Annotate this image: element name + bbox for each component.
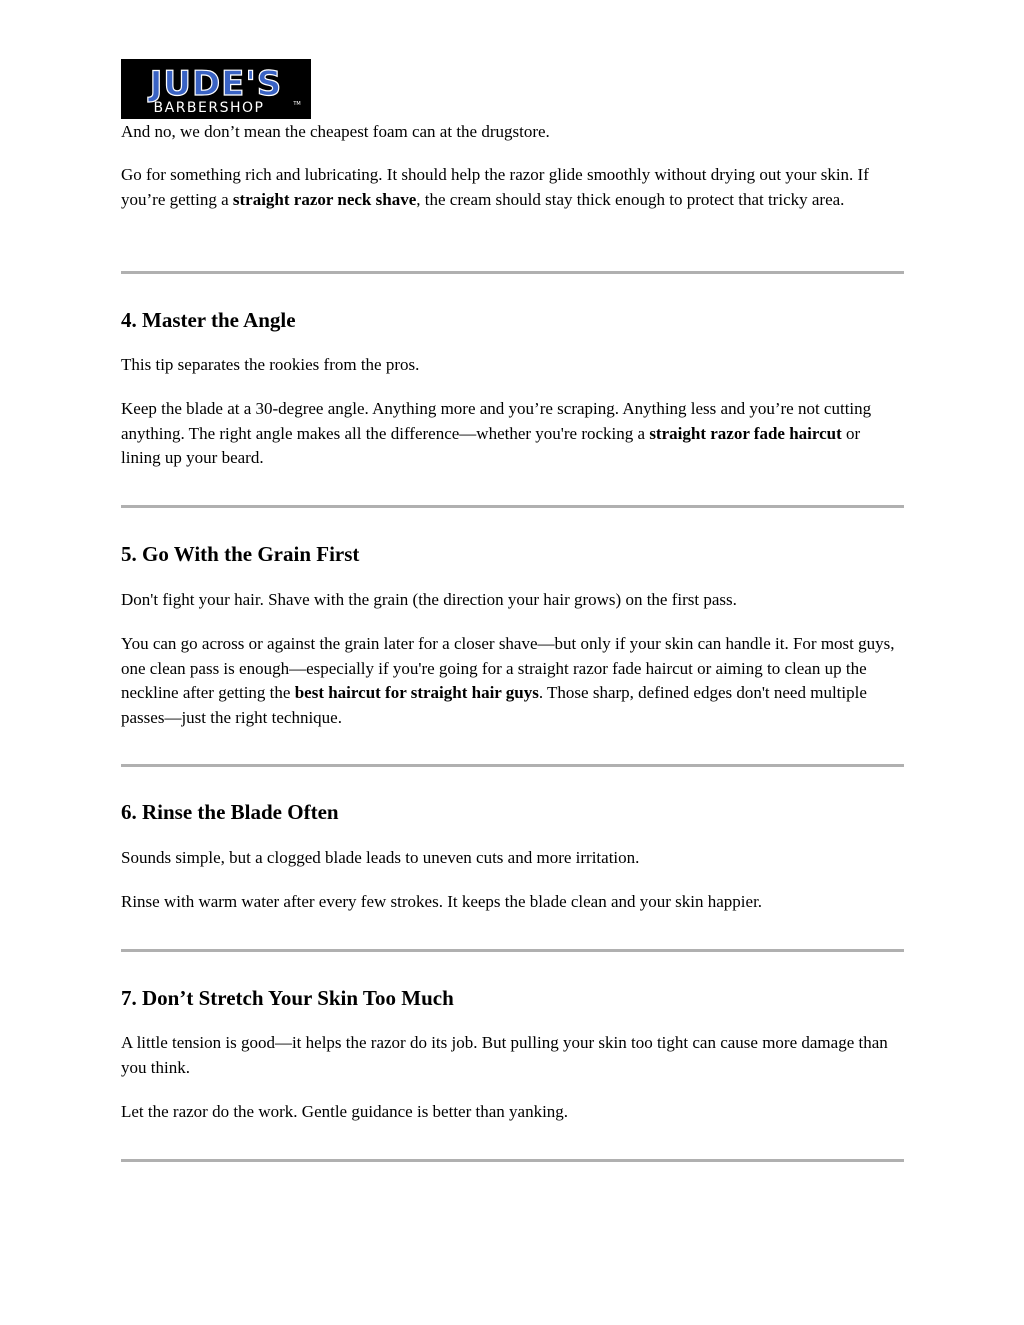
section-text-end: or lining up your beard. (121, 423, 861, 467)
section-paragraph: Don't fight your hair. Shave with the grain (the direction your hair grows) on the first pass. (121, 590, 737, 609)
logo-subtitle: BARBERSHOP (153, 100, 265, 116)
section-7-paragraph-2-block (121, 1100, 904, 1125)
section-bold-link-text: best haircut for straight hair guys (294, 683, 539, 702)
section-heading: 7. Don’t Stretch Your Skin Too Much (121, 986, 454, 1010)
section-7-paragraph-1-block (121, 1031, 904, 1080)
intro-paragraph-1: And no, we don’t mean the cheapest foam can at the drugstore. (121, 122, 550, 141)
section-5 (121, 541, 904, 567)
judes-barbershop-logo (121, 59, 311, 119)
logo-graphic (121, 59, 311, 119)
section-paragraph: A little tension is good—it helps the razor do its job. But pulling your skin too tight can cause more damage than you think. (121, 1033, 888, 1077)
section-paragraph (121, 632, 904, 730)
section-6 (121, 799, 904, 825)
section-6-paragraph-2-block (121, 890, 904, 915)
logo-trademark: TM (293, 101, 301, 107)
section-paragraph (121, 397, 904, 471)
section-text: You can go across or against the grain later for a closer shave—but only if your skin can handle it. For most guys, one clean pass is enough—especially if you're going for a straight razor fade haircut or aiming to clean up the neckline after getting the (121, 634, 895, 702)
intro-paragraph-2 (121, 163, 904, 212)
section-divider (121, 505, 904, 508)
section-text-end: . Those sharp, defined edges don't need multiple passes—just the right technique. (121, 683, 867, 727)
intro-paragraph-2-block (121, 163, 904, 212)
section-4-paragraph-1-block (121, 353, 904, 378)
section-paragraph: Sounds simple, but a clogged blade leads to uneven cuts and more irritation. (121, 848, 640, 867)
section-heading: 4. Master the Angle (121, 308, 296, 332)
section-paragraph: Rinse with warm water after every few strokes. It keeps the blade clean and your skin happier. (121, 892, 763, 911)
section-4 (121, 307, 904, 333)
section-divider (121, 949, 904, 952)
section-4-paragraph-2-block (121, 397, 904, 471)
section-divider (121, 764, 904, 767)
section-paragraph: This tip separates the rookies from the pros. (121, 355, 420, 374)
intro-p2-text: Go for something rich and lubricating. It should help the razor glide smoothly without drying out your skin. If you’re getting a (121, 165, 869, 209)
section-6-paragraph-1-block (121, 846, 904, 871)
section-heading: 5. Go With the Grain First (121, 542, 360, 566)
section-7 (121, 985, 904, 1011)
section-heading: 6. Rinse the Blade Often (121, 800, 339, 824)
section-bold-link-text: straight razor fade haircut (649, 423, 842, 443)
intro-section (121, 120, 904, 145)
section-5-paragraph-1-block (121, 588, 904, 613)
section-divider (121, 271, 904, 274)
intro-p2-text-end: , the cream should stay thick enough to protect that tricky area. (416, 189, 845, 209)
intro-p2-bold: straight razor neck shave (232, 189, 417, 209)
section-paragraph: Let the razor do the work. Gentle guidance is better than yanking. (121, 1102, 569, 1121)
section-text: Keep the blade at a 30-degree angle. Anything more and you’re scraping. Anything less and you’re not cutting anything. The right angle makes all the difference—whether you're rocking a (121, 399, 872, 443)
section-divider (121, 1159, 904, 1162)
logo-word: JUDE'S (149, 64, 283, 104)
section-5-paragraph-2-block (121, 632, 904, 730)
